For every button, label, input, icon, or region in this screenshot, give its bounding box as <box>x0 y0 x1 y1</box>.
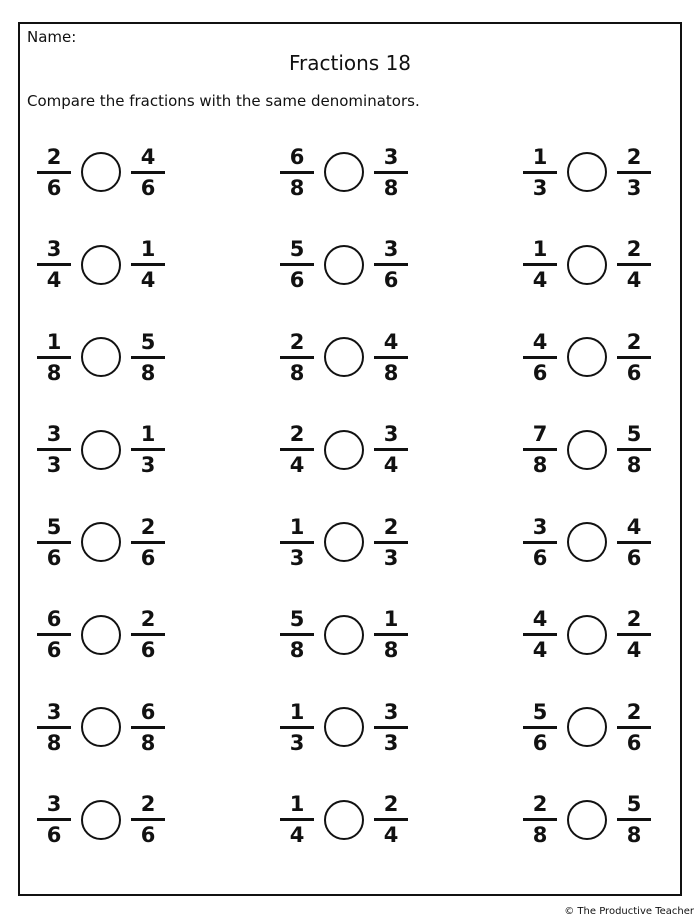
numerator: 1 <box>532 237 548 261</box>
numerator: 2 <box>383 792 399 816</box>
fraction-bar <box>374 448 408 451</box>
answer-circle[interactable] <box>81 245 121 285</box>
fraction-bar <box>523 171 557 174</box>
left-fraction <box>279 237 315 292</box>
answer-circle[interactable] <box>324 152 364 192</box>
fraction-bar <box>37 356 71 359</box>
numerator: 2 <box>626 237 642 261</box>
right-fraction <box>616 515 652 570</box>
fraction-bar <box>131 356 165 359</box>
numerator: 3 <box>383 699 399 724</box>
numerator: 2 <box>532 792 548 816</box>
denominator: 6 <box>532 360 548 385</box>
answer-circle[interactable] <box>567 337 607 377</box>
numerator: 3 <box>532 514 548 539</box>
comparison-problem <box>279 142 409 202</box>
right-fraction <box>616 237 652 292</box>
answer-circle[interactable] <box>324 707 364 747</box>
fraction-bar <box>280 448 314 451</box>
numerator: 5 <box>626 422 642 446</box>
fraction-bar <box>37 541 71 544</box>
denominator: 6 <box>46 823 62 847</box>
numerator: 2 <box>140 607 156 631</box>
answer-circle[interactable] <box>324 337 364 377</box>
comparison-problem <box>36 327 166 387</box>
left-fraction <box>36 792 72 847</box>
comparison-problem <box>279 790 409 850</box>
denominator: 6 <box>626 545 642 570</box>
fraction-bar <box>523 726 557 729</box>
comparison-problem <box>522 142 652 202</box>
instructions: Compare the fractions with the same denominators. <box>27 92 420 110</box>
denominator: 6 <box>140 545 156 570</box>
fraction-bar <box>131 726 165 729</box>
answer-circle[interactable] <box>567 615 607 655</box>
comparison-problem <box>279 512 409 572</box>
denominator: 8 <box>289 360 305 385</box>
denominator: 3 <box>532 175 548 200</box>
comparison-problem <box>36 512 166 572</box>
answer-circle[interactable] <box>567 245 607 285</box>
left-fraction <box>36 422 72 477</box>
numerator: 5 <box>289 607 305 631</box>
denominator: 3 <box>140 453 156 477</box>
denominator: 3 <box>383 545 399 570</box>
numerator: 6 <box>289 144 305 169</box>
comparison-problem <box>36 605 166 665</box>
page-title: Fractions 18 <box>288 51 412 75</box>
left-fraction <box>522 792 558 847</box>
denominator: 6 <box>532 545 548 570</box>
denominator: 4 <box>383 823 399 847</box>
answer-circle[interactable] <box>324 615 364 655</box>
denominator: 3 <box>46 453 62 477</box>
fraction-bar <box>280 726 314 729</box>
left-fraction <box>279 330 315 385</box>
denominator: 8 <box>383 175 399 200</box>
fraction-bar <box>280 171 314 174</box>
answer-circle[interactable] <box>324 245 364 285</box>
denominator: 3 <box>289 545 305 570</box>
numerator: 1 <box>532 144 548 169</box>
answer-circle[interactable] <box>567 522 607 562</box>
right-fraction <box>616 145 652 200</box>
fraction-bar <box>131 818 165 821</box>
fraction-bar <box>37 633 71 636</box>
comparison-problem <box>36 420 166 480</box>
numerator: 7 <box>532 422 548 446</box>
denominator: 8 <box>383 638 399 662</box>
fraction-bar <box>131 171 165 174</box>
right-fraction <box>616 700 652 755</box>
denominator: 6 <box>626 360 642 385</box>
fraction-bar <box>617 726 651 729</box>
answer-circle[interactable] <box>81 152 121 192</box>
numerator: 2 <box>289 422 305 446</box>
left-fraction <box>36 330 72 385</box>
fraction-bar <box>37 263 71 266</box>
fraction-bar <box>617 541 651 544</box>
denominator: 8 <box>46 360 62 385</box>
right-fraction <box>130 145 166 200</box>
fraction-bar <box>523 448 557 451</box>
denominator: 8 <box>140 730 156 755</box>
left-fraction <box>279 700 315 755</box>
fraction-bar <box>617 171 651 174</box>
numerator: 2 <box>626 607 642 631</box>
left-fraction <box>36 700 72 755</box>
fraction-bar <box>374 633 408 636</box>
right-fraction <box>373 607 409 662</box>
right-fraction <box>130 607 166 662</box>
left-fraction <box>36 145 72 200</box>
denominator: 8 <box>383 360 399 385</box>
fraction-bar <box>374 726 408 729</box>
fraction-bar <box>523 541 557 544</box>
fraction-bar <box>617 263 651 266</box>
numerator: 2 <box>140 792 156 816</box>
numerator: 1 <box>46 329 62 354</box>
answer-circle[interactable] <box>567 707 607 747</box>
answer-circle[interactable] <box>81 615 121 655</box>
fraction-bar <box>617 448 651 451</box>
answer-circle[interactable] <box>567 152 607 192</box>
denominator: 8 <box>532 453 548 477</box>
numerator: 3 <box>383 144 399 169</box>
fraction-bar <box>523 263 557 266</box>
numerator: 5 <box>289 237 305 261</box>
comparison-problem <box>522 235 652 295</box>
denominator: 6 <box>532 730 548 755</box>
comparison-problem <box>522 697 652 757</box>
left-fraction <box>36 515 72 570</box>
fraction-bar <box>374 818 408 821</box>
left-fraction <box>36 237 72 292</box>
denominator: 6 <box>46 175 62 200</box>
fraction-bar <box>617 818 651 821</box>
denominator: 8 <box>289 638 305 662</box>
fraction-bar <box>131 541 165 544</box>
right-fraction <box>373 422 409 477</box>
denominator: 6 <box>626 730 642 755</box>
comparison-problem <box>36 697 166 757</box>
denominator: 8 <box>46 730 62 755</box>
fraction-bar <box>37 171 71 174</box>
comparison-problem <box>279 327 409 387</box>
fraction-bar <box>37 818 71 821</box>
copyright-notice: © The Productive Teacher <box>564 906 694 917</box>
fraction-bar <box>131 263 165 266</box>
numerator: 1 <box>289 699 305 724</box>
numerator: 1 <box>140 237 156 261</box>
denominator: 6 <box>46 638 62 662</box>
denominator: 3 <box>626 175 642 200</box>
answer-circle[interactable] <box>81 800 121 840</box>
right-fraction <box>373 515 409 570</box>
denominator: 8 <box>626 823 642 847</box>
denominator: 6 <box>140 175 156 200</box>
denominator: 6 <box>140 638 156 662</box>
comparison-problem <box>522 790 652 850</box>
denominator: 8 <box>289 175 305 200</box>
numerator: 2 <box>289 329 305 354</box>
left-fraction <box>522 330 558 385</box>
numerator: 3 <box>46 422 62 446</box>
left-fraction <box>522 237 558 292</box>
numerator: 2 <box>46 144 62 169</box>
numerator: 5 <box>140 329 156 354</box>
fraction-bar <box>523 633 557 636</box>
right-fraction <box>130 330 166 385</box>
fraction-bar <box>37 448 71 451</box>
denominator: 4 <box>383 453 399 477</box>
denominator: 4 <box>532 638 548 662</box>
denominator: 4 <box>140 268 156 292</box>
left-fraction <box>279 422 315 477</box>
right-fraction <box>130 515 166 570</box>
answer-circle[interactable] <box>567 800 607 840</box>
left-fraction <box>522 515 558 570</box>
denominator: 4 <box>289 823 305 847</box>
fraction-bar <box>523 818 557 821</box>
numerator: 1 <box>289 514 305 539</box>
left-fraction <box>279 792 315 847</box>
denominator: 4 <box>532 268 548 292</box>
left-fraction <box>279 515 315 570</box>
denominator: 3 <box>383 730 399 755</box>
fraction-bar <box>374 171 408 174</box>
numerator: 3 <box>46 699 62 724</box>
comparison-problem <box>279 235 409 295</box>
left-fraction <box>279 607 315 662</box>
numerator: 4 <box>532 607 548 631</box>
denominator: 6 <box>140 823 156 847</box>
right-fraction <box>130 237 166 292</box>
right-fraction <box>373 145 409 200</box>
denominator: 4 <box>626 638 642 662</box>
numerator: 4 <box>532 329 548 354</box>
fraction-bar <box>280 356 314 359</box>
numerator: 1 <box>289 792 305 816</box>
fraction-bar <box>280 541 314 544</box>
denominator: 8 <box>626 453 642 477</box>
right-fraction <box>130 792 166 847</box>
answer-circle[interactable] <box>324 430 364 470</box>
left-fraction <box>522 422 558 477</box>
denominator: 6 <box>46 545 62 570</box>
comparison-problem <box>522 512 652 572</box>
answer-circle[interactable] <box>567 430 607 470</box>
right-fraction <box>373 330 409 385</box>
name-label: Name: <box>27 28 77 46</box>
problem-grid <box>20 24 680 894</box>
fraction-bar <box>280 263 314 266</box>
denominator: 8 <box>532 823 548 847</box>
fraction-bar <box>37 726 71 729</box>
numerator: 4 <box>626 514 642 539</box>
answer-circle[interactable] <box>81 337 121 377</box>
comparison-problem <box>279 420 409 480</box>
numerator: 2 <box>626 144 642 169</box>
comparison-problem <box>36 235 166 295</box>
fraction-bar <box>374 541 408 544</box>
answer-circle[interactable] <box>81 522 121 562</box>
numerator: 5 <box>46 514 62 539</box>
fraction-bar <box>617 633 651 636</box>
fraction-bar <box>131 448 165 451</box>
fraction-bar <box>374 263 408 266</box>
left-fraction <box>279 145 315 200</box>
fraction-bar <box>280 633 314 636</box>
comparison-problem <box>36 790 166 850</box>
left-fraction <box>522 145 558 200</box>
numerator: 1 <box>383 607 399 631</box>
numerator: 3 <box>383 237 399 261</box>
denominator: 3 <box>289 730 305 755</box>
denominator: 8 <box>140 360 156 385</box>
comparison-problem <box>522 605 652 665</box>
numerator: 3 <box>46 792 62 816</box>
fraction-bar <box>280 818 314 821</box>
left-fraction <box>522 607 558 662</box>
right-fraction <box>616 422 652 477</box>
comparison-problem <box>279 605 409 665</box>
numerator: 5 <box>532 699 548 724</box>
fraction-bar <box>131 633 165 636</box>
right-fraction <box>373 792 409 847</box>
comparison-problem <box>522 420 652 480</box>
fraction-bar <box>523 356 557 359</box>
worksheet-frame <box>18 22 682 896</box>
numerator: 5 <box>626 792 642 816</box>
comparison-problem <box>36 142 166 202</box>
answer-circle[interactable] <box>324 522 364 562</box>
denominator: 6 <box>289 268 305 292</box>
numerator: 6 <box>46 607 62 631</box>
answer-circle[interactable] <box>81 707 121 747</box>
numerator: 2 <box>140 514 156 539</box>
numerator: 4 <box>383 329 399 354</box>
numerator: 2 <box>383 514 399 539</box>
right-fraction <box>373 700 409 755</box>
numerator: 2 <box>626 699 642 724</box>
fraction-bar <box>374 356 408 359</box>
denominator: 6 <box>383 268 399 292</box>
answer-circle[interactable] <box>324 800 364 840</box>
numerator: 6 <box>140 699 156 724</box>
denominator: 4 <box>289 453 305 477</box>
right-fraction <box>130 422 166 477</box>
numerator: 4 <box>140 144 156 169</box>
comparison-problem <box>279 697 409 757</box>
numerator: 2 <box>626 329 642 354</box>
numerator: 3 <box>46 237 62 261</box>
right-fraction <box>616 792 652 847</box>
denominator: 4 <box>46 268 62 292</box>
right-fraction <box>373 237 409 292</box>
numerator: 1 <box>140 422 156 446</box>
right-fraction <box>616 607 652 662</box>
comparison-problem <box>522 327 652 387</box>
fraction-bar <box>617 356 651 359</box>
answer-circle[interactable] <box>81 430 121 470</box>
left-fraction <box>36 607 72 662</box>
right-fraction <box>616 330 652 385</box>
right-fraction <box>130 700 166 755</box>
denominator: 4 <box>626 268 642 292</box>
left-fraction <box>522 700 558 755</box>
numerator: 3 <box>383 422 399 446</box>
